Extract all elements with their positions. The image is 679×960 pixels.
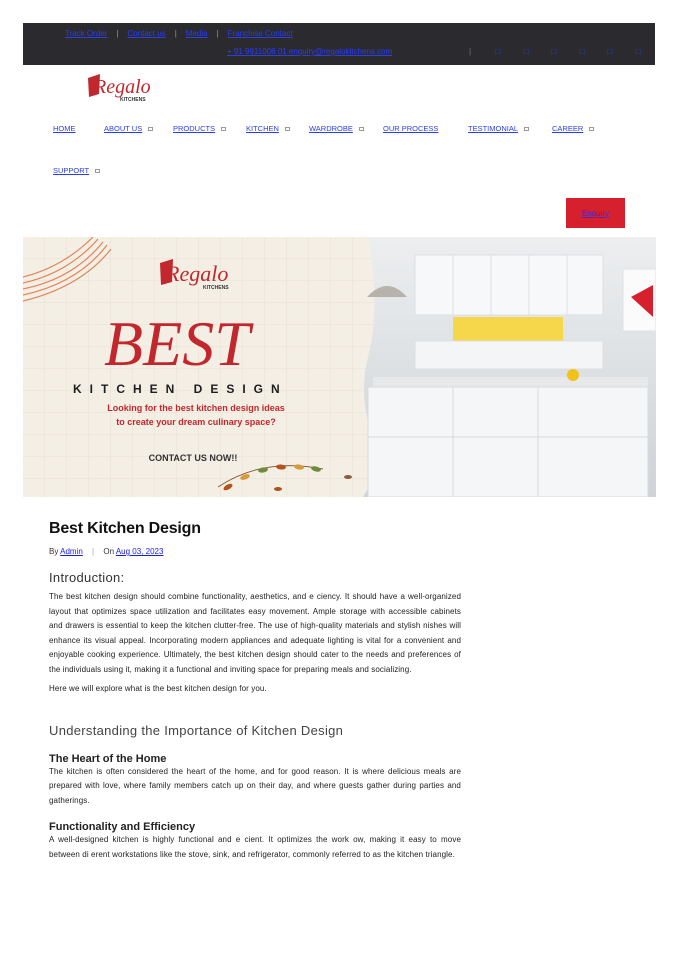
banner-subtitle: KITCHEN DESIGN xyxy=(73,382,288,396)
nav-home[interactable] xyxy=(53,124,76,133)
intro-paragraph: The best kitchen design should combine functionality, aesthetics, and e ciency. It should have a well-organized layout that optimizes space utilization and facilitates easy movement. Ample storage with accessible cabinets and drawers is essential to keep the kitchen clutter-free. The use of high-quality materials and stylish nishes will enhance its visual appeal. Incorporating modern appliances and adequate lighting is vital for a convenient and enjoyable cooking experience. Ultimately, the best kitchen design should cater to the needs and preferences of the individuals using it, making it a functional and inviting space for preparing meals and socializing. xyxy=(49,592,461,674)
explore-paragraph: Here we will explore what is the best kitchen design for you. xyxy=(49,684,267,693)
divider: | xyxy=(92,547,95,556)
nav-support[interactable] xyxy=(53,166,100,175)
site-logo[interactable] xyxy=(86,72,154,104)
pinterest-icon[interactable]: □ xyxy=(635,47,641,56)
banner-logo-text: Regalo xyxy=(166,261,229,286)
nav-wardrobe[interactable] xyxy=(309,124,364,133)
nav-home-label[interactable]: HOME xyxy=(53,124,76,133)
chevron-down-icon[interactable] xyxy=(221,127,226,131)
article-title: Best Kitchen Design xyxy=(49,520,201,537)
author-link[interactable]: Admin xyxy=(60,547,83,556)
chevron-down-icon[interactable] xyxy=(589,127,594,131)
divider: | xyxy=(216,29,219,38)
chevron-down-icon[interactable] xyxy=(95,169,100,173)
nav-kitchen-label[interactable]: KITCHEN xyxy=(246,124,279,133)
nav-our-process-label[interactable]: OUR PROCESS xyxy=(383,124,439,133)
nav-products-label[interactable]: PRODUCTS xyxy=(173,124,216,133)
by-label: By xyxy=(49,547,59,556)
article xyxy=(49,520,461,862)
chevron-down-icon[interactable] xyxy=(359,127,364,131)
instagram-icon[interactable]: □ xyxy=(551,47,557,56)
section-heading: Understanding the Importance of Kitchen Design xyxy=(49,722,344,738)
media-link[interactable]: Media xyxy=(185,29,208,38)
functionality-paragraph: A well-designed kitchen is highly functional and e cient. It optimizes the work ow, making it easy to move between di erent workstations like the stove, sink, and refrigerator, commonly referred to as the kitchen triangle. xyxy=(49,835,461,859)
nav-wardrobe-label[interactable]: WARDROBE xyxy=(309,124,353,133)
twitter-icon[interactable]: □ xyxy=(523,47,529,56)
contact-us-link[interactable]: Contact us xyxy=(127,29,166,38)
chevron-down-icon[interactable] xyxy=(524,127,529,131)
facebook-icon[interactable]: □ xyxy=(495,47,501,56)
nav-products[interactable] xyxy=(173,124,226,133)
enquiry-button[interactable] xyxy=(566,198,625,228)
track-order-link[interactable]: Track Order xyxy=(65,29,108,38)
enquiry-label[interactable]: Enquiry xyxy=(581,208,610,218)
youtube-icon[interactable]: □ xyxy=(607,47,613,56)
nav-testimonial[interactable] xyxy=(468,124,529,133)
nav-about-us-label[interactable]: ABOUT US xyxy=(104,124,143,133)
logo-sub: KITCHENS xyxy=(120,97,146,103)
subheading-functionality: Functionality and Efficiency xyxy=(49,821,196,833)
top-links xyxy=(65,29,293,38)
nav-testimonial-label[interactable]: TESTIMONIAL xyxy=(468,124,519,133)
logo-text: Regalo xyxy=(94,76,151,98)
heart-of-home-paragraph: The kitchen is often considered the heart of the home, and for good reason. It is where delicious meals are prepared with love, where family members catch up on their day, and where guests gather during parties and gatherings. xyxy=(49,766,461,805)
intro-heading: Introduction: xyxy=(49,570,125,585)
hero-banner xyxy=(23,237,656,497)
subheading-heart-of-home: The Heart of the Home xyxy=(49,752,167,765)
nav-kitchen[interactable] xyxy=(246,124,290,133)
banner-cta: CONTACT US NOW!! xyxy=(148,453,238,463)
franchise-contact-link[interactable]: Franchise Contact xyxy=(227,29,293,38)
social-links xyxy=(469,47,643,56)
nav-about-us[interactable] xyxy=(104,124,153,133)
nav-support-label[interactable]: SUPPORT xyxy=(53,166,90,175)
nav-career[interactable] xyxy=(552,124,594,133)
on-label: On xyxy=(103,547,115,556)
hero-banner-art xyxy=(23,237,656,497)
nav-our-process[interactable] xyxy=(383,124,438,133)
top-bar xyxy=(23,23,655,65)
banner-tagline-1: Looking for the best kitchen design ideas xyxy=(107,403,285,413)
banner-logo-sub: KITCHENS xyxy=(203,285,229,291)
banner-big-word: BEST xyxy=(104,308,250,379)
date-link[interactable]: Aug 03, 2023 xyxy=(115,547,164,556)
phone-email-link[interactable]: + 91 9911008 01 enquiry@regalokitchens.com xyxy=(227,47,393,56)
divider: | xyxy=(174,29,177,38)
banner-tagline-2: to create your dream culinary space? xyxy=(116,417,276,427)
linkedin-icon[interactable]: □ xyxy=(579,47,585,56)
article-meta xyxy=(49,547,461,556)
nav-career-label[interactable]: CAREER xyxy=(552,124,584,133)
divider: | xyxy=(116,29,119,38)
divider: | xyxy=(469,47,472,56)
contact-line xyxy=(227,47,392,56)
chevron-down-icon[interactable] xyxy=(148,127,153,131)
chevron-down-icon[interactable] xyxy=(285,127,290,131)
